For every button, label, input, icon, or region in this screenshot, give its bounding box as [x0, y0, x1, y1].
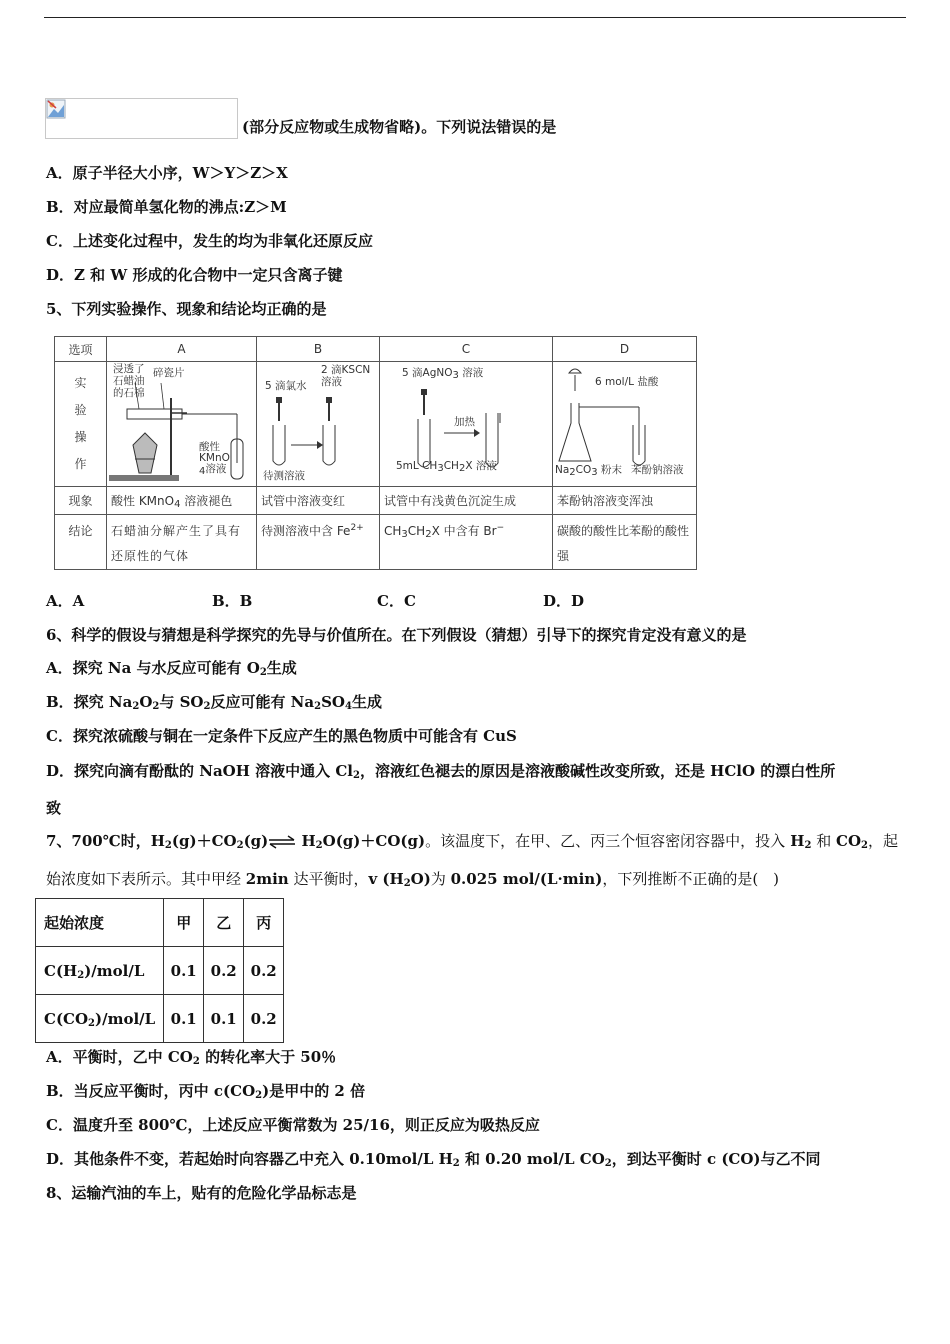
conc-header-bing: 丙: [244, 899, 284, 947]
exp-obs-b: 试管中溶液变红: [257, 487, 380, 515]
q6-option-d-cont: 致: [46, 799, 62, 817]
exp-header-option: 选项: [55, 337, 107, 362]
conc-co2-yi: 0.1: [204, 995, 244, 1043]
exp-header-a: A: [107, 337, 257, 362]
exp-con-b: 待测溶液中含 $Fe^{2+}$: [257, 515, 380, 570]
conc-row-co2-label: $C(CO_2)/mol/L$: [36, 995, 164, 1043]
conc-header-label: 起始浓度: [36, 899, 164, 947]
label-a-kmno4: 酸性 KMnO $_4$溶液: [199, 441, 230, 477]
q4-stem-tail: (部分反应物或生成物省略)。下列说法错误的是: [242, 118, 557, 136]
label-c-sample: 5mL $CH_3CH_2X$ 溶液: [396, 460, 497, 474]
q6-option-c: C．探究浓硫酸与铜在一定条件下反应产生的黑色物质中可能含有 CuS: [46, 727, 517, 745]
label-b-sample: 待测溶液: [263, 470, 305, 482]
exp-row-label-ops: 实 验 操 作: [55, 362, 107, 487]
q4-option-a: A．原子半径大小序，W＞Y＞Z＞X: [46, 164, 288, 182]
q4-option-d: D．Z 和 W 形成的化合物中一定只含离子键: [46, 266, 343, 284]
q7-option-d: D．其他条件不变，若起始时向容器乙中充入 0.10mol/L $H_2$ 和 0.20 mol/L $CO_2$，到达平衡时 c (CO)与乙不同: [46, 1150, 821, 1169]
broken-image-icon: [46, 99, 66, 119]
label-a-paraffin: 浸透了 石蜡油 的石棉: [113, 363, 145, 399]
q5-option-d: D．D: [543, 592, 585, 610]
q7-option-a: A．平衡时，乙中 $CO_2$ 的转化率大于 50％: [46, 1048, 337, 1067]
q7-stem-line1: 7、700℃时，$H_2(g)+CO_2(g)$ $H_2O(g)+CO(g)$。该温度下，在甲、乙、丙三个恒容密闭容器中，投入 $H_2$ 和 $CO_2$，起: [46, 832, 898, 851]
exp-diagram-c: [380, 362, 553, 487]
conc-h2-jia: 0.1: [164, 947, 204, 995]
label-d-na2co3: $Na_2CO_3$ 粉末: [555, 464, 622, 478]
exp-row-label-obs: 现象: [55, 487, 107, 515]
q4-option-c: C．上述变化过程中，发生的均为非氧化还原反应: [46, 232, 373, 250]
q6-option-d: D．探究向滴有酚酞的 NaOH 溶液中通入 $Cl_2$，溶液红色褪去的原因是溶液酸碱性改变所致，还是 HClO 的漂白性所: [46, 762, 836, 781]
exp-row-label-con: 结论: [55, 515, 107, 570]
exp-header-d: D: [553, 337, 697, 362]
exp-obs-a: 酸性 KMnO$_4$ 溶液褪色: [107, 487, 257, 515]
exp-header-c: C: [380, 337, 553, 362]
label-b-chlorine: 5 滴氯水: [265, 380, 307, 392]
q5-option-b: B．B: [212, 592, 253, 610]
exp-obs-d: 苯酚钠溶液变浑浊: [553, 487, 697, 515]
exp-diagram-b: [257, 362, 380, 487]
q6-option-b: B．探究 $Na_2O_2$与 $SO_2$反应可能有 $Na_2SO_4$生成: [46, 693, 382, 712]
exp-diagram-a: [107, 362, 257, 487]
conc-co2-jia: 0.1: [164, 995, 204, 1043]
conc-header-jia: 甲: [164, 899, 204, 947]
exp-obs-c: 试管中有浅黄色沉淀生成: [380, 487, 553, 515]
label-d-phenolate: 苯酚钠溶液: [631, 464, 684, 476]
q6-stem: 6、科学的假设与猜想是科学探究的先导与价值所在。在下列假设（猜想）引导下的探究肯定没有意义的是: [46, 626, 747, 644]
exp-diagram-d: [553, 362, 697, 487]
conc-co2-bing: 0.2: [244, 995, 284, 1043]
label-d-hcl: 6 mol/L 盐酸: [595, 376, 659, 388]
q5-option-a: A．A: [46, 592, 85, 610]
q7-stem-line2: 始浓度如下表所示。其中甲经 2min 达平衡时，v $(H_2O)$为 0.025 mol/(L·min)，下列推断不正确的是( ): [46, 870, 780, 889]
conc-header-yi: 乙: [204, 899, 244, 947]
label-a-porcelain: 碎瓷片: [153, 367, 185, 379]
q5-stem: 5、下列实验操作、现象和结论均正确的是: [46, 300, 327, 318]
q7-option-c: C．温度升至 800℃，上述反应平衡常数为 25/16，则正反应为吸热反应: [46, 1116, 540, 1134]
concentration-table: [35, 898, 284, 1043]
q8-stem: 8、运输汽油的车上，贴有的危险化学品标志是: [46, 1184, 357, 1202]
conc-h2-yi: 0.2: [204, 947, 244, 995]
exp-con-a: 石蜡油分解产生了具有还原性的气体: [107, 515, 257, 570]
q7-option-b: B．当反应平衡时，丙中 $c(CO_2)$是甲中的 2 倍: [46, 1082, 366, 1101]
q6-option-a: A．探究 Na 与水反应可能有 $O_2$生成: [46, 659, 297, 678]
q4-option-b: B．对应最简单氢化物的沸点:Z＞M: [46, 198, 287, 216]
exp-con-d: 碳酸的酸性比苯酚的酸性强: [553, 515, 697, 570]
experiment-table: [54, 336, 697, 570]
broken-image-placeholder: [45, 98, 238, 139]
q5-option-c: C．C: [377, 592, 416, 610]
conc-row-h2-label: $C(H_2)/mol/L$: [36, 947, 164, 995]
exp-header-b: B: [257, 337, 380, 362]
header-rule: [44, 17, 906, 18]
label-c-agno3: 5 滴AgNO$_3$ 溶液: [402, 367, 484, 381]
conc-h2-bing: 0.2: [244, 947, 284, 995]
equilibrium-arrow-icon: [268, 835, 296, 849]
exp-con-c: $CH_3CH_2X$ 中含有 Br−: [380, 515, 553, 570]
label-c-heat: 加热: [454, 416, 475, 428]
label-b-kscn: 2 滴KSCN 溶液: [321, 364, 371, 388]
